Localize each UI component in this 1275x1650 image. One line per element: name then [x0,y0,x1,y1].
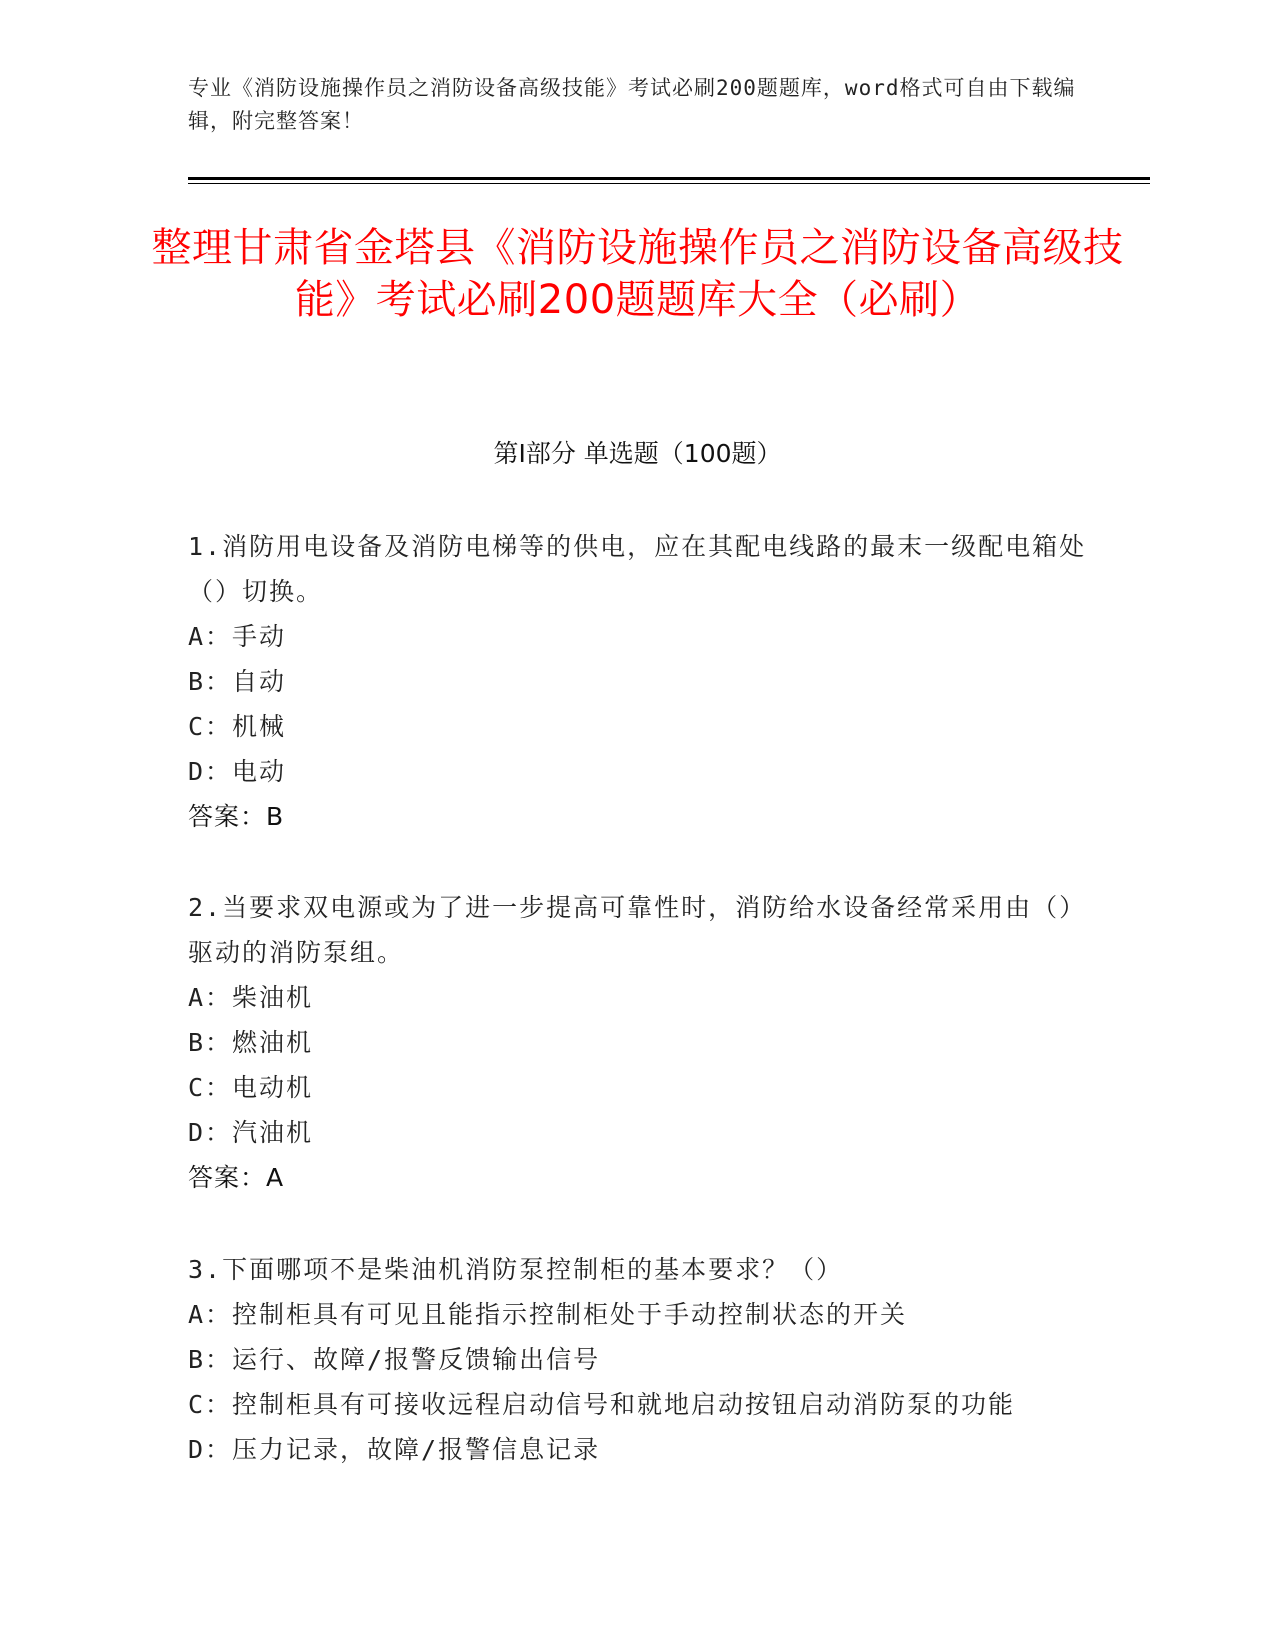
option-b: B：运行、故障/报警反馈输出信号 [188,1345,601,1374]
option-c: C：机械 [188,712,287,741]
header-note: 专业《消防设施操作员之消防设备高级技能》考试必刷200题题库，word格式可自由下载编辑，附完整答案！ [188,76,1076,133]
option-c: C：电动机 [188,1073,314,1102]
option-a: A：控制柜具有可见且能指示控制柜处于手动控制状态的开关 [188,1300,908,1329]
header-divider-thick [188,177,1150,180]
question-item [188,524,1088,839]
option-c: C：控制柜具有可接收远程启动信号和就地启动按钮启动消防泵的功能 [188,1390,1016,1419]
question-item [188,885,1088,1200]
question-stem: 1.消防用电设备及消防电梯等的供电，应在其配电线路的最末一级配电箱处（）切换。 [188,532,1087,606]
option-d: D：压力记录，故障/报警信息记录 [188,1435,601,1464]
question-stem: 3.下面哪项不是柴油机消防泵控制柜的基本要求？（） [188,1255,844,1284]
answer-line: 答案：B [188,802,285,831]
option-d: D：汽油机 [188,1118,314,1147]
document-title: 整理甘肃省金塔县《消防设施操作员之消防设备高级技能》考试必刷200题题库大全（必刷） [151,225,1124,323]
question-stem: 2.当要求双电源或为了进一步提高可靠性时，消防给水设备经常采用由（）驱动的消防泵组。 [188,893,1087,967]
section-heading: 第I部分 单选题（100题） [493,439,782,468]
header-divider-thin [188,183,1150,184]
option-a: A：手动 [188,622,287,651]
question-item [188,1247,1088,1472]
option-a: A：柴油机 [188,983,314,1012]
option-d: D：电动 [188,757,287,786]
answer-line: 答案：A [188,1163,285,1192]
option-b: B：自动 [188,667,287,696]
option-b: B：燃油机 [188,1028,314,1057]
